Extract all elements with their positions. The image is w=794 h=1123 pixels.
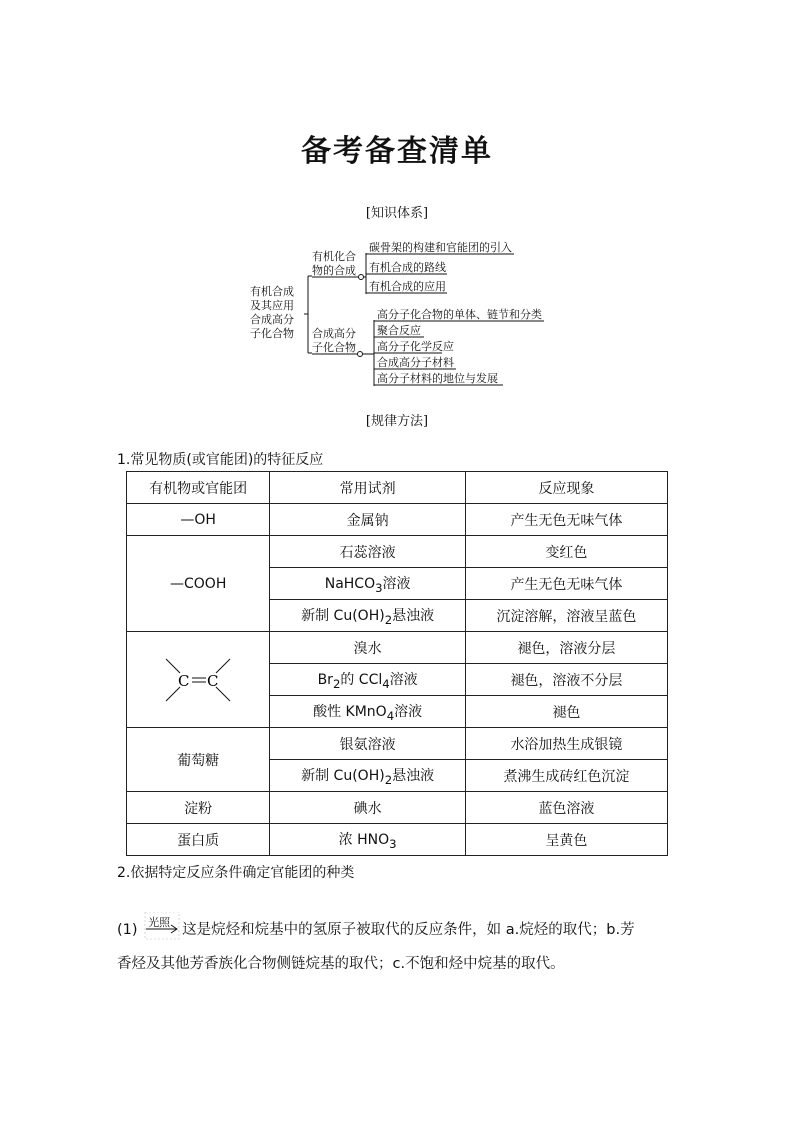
reagent-cell: 银氨溶液: [270, 728, 466, 760]
header-substance: 有机物或官能团: [127, 472, 270, 504]
svg-text:C: C: [178, 671, 190, 690]
section1-title: 1.常见物质(或官能团)的特征反应: [117, 452, 324, 468]
phenomenon-cell: 煮沸生成砖红色沉淀: [465, 760, 667, 792]
mindmap-item-1-1: 碳骨架的构建和官能团的引入: [369, 241, 512, 254]
phenomenon-cell: 变红色: [465, 536, 667, 568]
paragraph-text-b: 香烃及其他芳香族化合物侧链烷基的取代；c.不饱和烃中烷基的取代。: [117, 956, 565, 972]
phenomenon-cell: 褪色: [465, 696, 667, 728]
right-arrow-icon: [144, 912, 180, 940]
phenomenon-cell: 沉淀溶解，溶液呈蓝色: [465, 600, 667, 632]
mindmap-root-line3: 合成高分: [250, 313, 294, 326]
group-cooh: —COOH: [127, 536, 270, 632]
group-alkene: [127, 632, 270, 728]
phenomenon-cell: 褪色，溶液不分层: [465, 664, 667, 696]
item-number: (1): [117, 922, 138, 938]
paragraph-text-a: 这是烷烃和烷基中的氢原子被取代的反应条件，如 a.烷烃的取代；b.芳: [182, 922, 635, 938]
phenomenon-cell: 呈黄色: [465, 824, 667, 856]
group-oh: —OH: [127, 504, 270, 536]
mindmap-branch2-line2: 子化合物: [312, 341, 356, 354]
mindmap-item-2-5: 高分子材料的地位与发展: [377, 372, 498, 385]
carbon-double-bond-icon: [156, 649, 240, 711]
mindmap-item-2-4: 合成高分子材料: [377, 356, 454, 369]
mindmap-root-line4: 子化合物: [250, 327, 294, 340]
reagent-cell: 新制 $Cu(OH)_2$悬浊液: [270, 760, 466, 792]
paragraph-1: [117, 912, 687, 981]
mindmap-item-1-2: 有机合成的路线: [369, 261, 446, 274]
mindmap-item-2-2: 聚合反应: [377, 324, 421, 337]
knowledge-system-tag: [知识体系]: [365, 206, 429, 221]
reagent-cell: 金属钠: [270, 504, 466, 536]
svg-text:C: C: [207, 671, 219, 690]
table-row: [127, 504, 668, 536]
rules-methods-tag: [规律方法]: [365, 414, 429, 429]
phenomenon-cell: 产生无色无味气体: [465, 568, 667, 600]
group-protein: 蛋白质: [127, 824, 270, 856]
characteristic-reactions-table: [126, 471, 668, 856]
reagent-cell: 溴水: [270, 632, 466, 664]
phenomenon-cell: 产生无色无味气体: [465, 504, 667, 536]
knowledge-mindmap: [246, 238, 566, 390]
mindmap-item-2-1: 高分子化合物的单体、链节和分类: [377, 308, 542, 321]
mindmap-item-2-3: 高分子化学反应: [377, 340, 454, 353]
header-reagent: 常用试剂: [270, 472, 466, 504]
header-phenomenon: 反应现象: [465, 472, 667, 504]
table-row: [127, 792, 668, 824]
reagent-cell: $Br_2$的 CCl$_4$溶液: [270, 664, 466, 696]
reagent-cell: 酸性 KMnO$_4$溶液: [270, 696, 466, 728]
condition-label: 光照: [148, 916, 171, 929]
table-row: [127, 536, 668, 568]
reagent-cell: 碘水: [270, 792, 466, 824]
page-title: 备考备查清单: [301, 134, 493, 169]
mindmap-branch1-line1: 有机化合: [312, 250, 356, 263]
mindmap-root-line2: 及其应用: [250, 299, 294, 312]
table-row: [127, 632, 668, 664]
group-starch: 淀粉: [127, 792, 270, 824]
group-glucose: 葡萄糖: [127, 728, 270, 792]
phenomenon-cell: 蓝色溶液: [465, 792, 667, 824]
phenomenon-cell: 褪色，溶液分层: [465, 632, 667, 664]
mindmap-branch1-line2: 物的合成: [312, 264, 356, 277]
reagent-cell: 新制 $Cu(OH)_2$悬浊液: [270, 600, 466, 632]
reagent-cell: 石蕊溶液: [270, 536, 466, 568]
table-row: [127, 728, 668, 760]
table-row: [127, 824, 668, 856]
reagent-cell: NaHCO$_3$溶液: [270, 568, 466, 600]
reagent-cell: 浓 $HNO_3$: [270, 824, 466, 856]
reaction-condition-arrow: [144, 912, 180, 940]
mindmap-root-line1: 有机合成: [250, 285, 294, 298]
table-header-row: [127, 472, 668, 504]
phenomenon-cell: 水浴加热生成银镜: [465, 728, 667, 760]
mindmap-branch2-line1: 合成高分: [312, 327, 356, 340]
section2-title: 2.依据特定反应条件确定官能团的种类: [117, 865, 355, 881]
mindmap-item-1-3: 有机合成的应用: [369, 280, 446, 293]
